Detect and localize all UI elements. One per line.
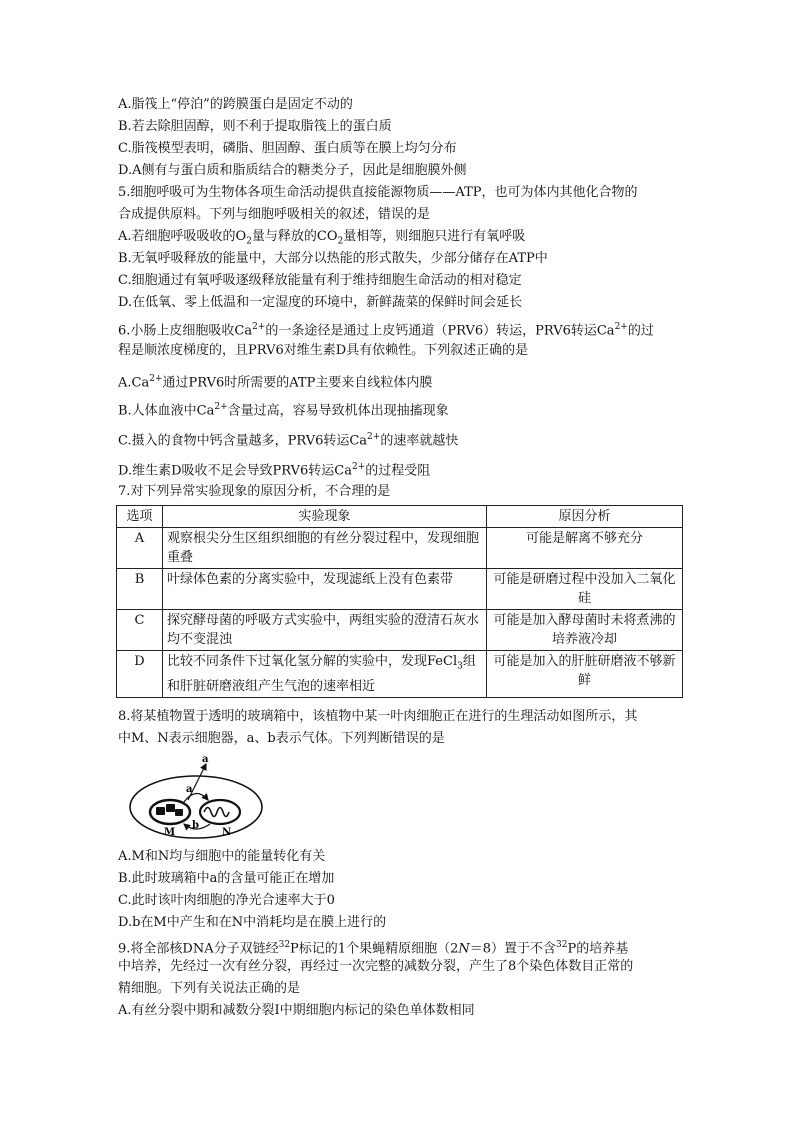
q5-option-a: A.若细胞呼吸吸收的$O_2$量与释放的$CO_2$量相等，则细胞只进行有氧呼吸 (118, 229, 526, 247)
q6-option-d: D.维生素D吸收不足会导致PRV6转运$Ca^{2+}$的过程受阻 (118, 462, 431, 479)
cell-organelle-diagram (126, 752, 266, 842)
q5-option-b: B.无氧呼吸释放的能量中，大部分以热能的形式散失，少部分储存在ATP中 (118, 251, 548, 266)
q5-option-c: C.细胞通过有氧呼吸逐级释放能量有利于维持细胞生命活动的相对稳定 (118, 273, 522, 288)
q6-stem-line2: 程是顺浓度梯度的，且PRV6对维生素D具有依赖性。下列叙述正确的是 (118, 343, 529, 358)
q9-option-a: A.有丝分裂中期和减数分裂Ⅰ中期细胞内标记的染色单体数相同 (118, 1003, 475, 1018)
q6-option-c: C.摄入的食物中钙含量越多，PRV6转运$Ca^{2+}$的速率就越快 (118, 432, 459, 449)
row-option: D (117, 651, 163, 698)
label-b: b (192, 820, 199, 831)
q6-stem-line1: 6.小肠上皮细胞吸收$Ca^{2+}$的一条途径是通过上皮钙通道（PRV6）转运，PRV6转运$Ca^{2+}$的过 (118, 322, 654, 339)
header-option: 选项 (117, 506, 163, 528)
row-phenomenon: 探究酵母菌的呼吸方式实验中，两组实验的澄清石灰水均不变混浊 (163, 610, 487, 651)
table-row (117, 569, 683, 610)
table-row (117, 610, 683, 651)
q9-stem-line3: 精细胞。下列有关说法正确的是 (118, 981, 301, 996)
row-analysis: 可能是加入酵母菌时未将煮沸的培养液冷却 (487, 610, 683, 651)
label-m: M (164, 827, 176, 838)
q9-stem-line2: 中培养，先经过一次有丝分裂，再经过一次完整的减数分裂，产生了8个染色体数目正常的 (118, 959, 634, 974)
q9-stem-line1: 9.将全部核DNA分子双链经$^{32}$P标记的1个果蝇精原细胞（2N＝8）置于不含$^{32}$P的培养基 (118, 940, 629, 957)
row-option: B (117, 569, 163, 610)
experiment-table (116, 505, 683, 698)
row-analysis: 可能是解离不够充分 (487, 528, 683, 569)
q5-option-d: D.在低氧、零上低温和一定湿度的环境中，新鲜蔬菜的保鲜时间会延长 (118, 295, 523, 310)
row-analysis: 可能是加入的肝脏研磨液不够新鲜 (487, 651, 683, 698)
q8-stem-line2: 中M、N表示细胞器，a、b表示气体。下列判断错误的是 (118, 731, 445, 746)
table-row (117, 651, 683, 698)
row-phenomenon: 观察根尖分生区组织细胞的有丝分裂过程中，发现细胞重叠 (163, 528, 487, 569)
q8-option-a: A.M和N均与细胞中的能量转化有关 (118, 849, 326, 864)
table-header-row (117, 506, 683, 528)
q4-option-b: B.若去除胆固醇，则不利于提取脂筏上的蛋白质 (118, 119, 392, 134)
q7-stem: 7.对下列异常实验现象的原因分析，不合理的是 (118, 484, 391, 499)
q4-option-d: D.A侧有与蛋白质和脂质结合的糖类分子，因此是细胞膜外侧 (118, 163, 467, 178)
row-analysis: 可能是研磨过程中没加入二氧化硅 (487, 569, 683, 610)
label-n: N (222, 827, 232, 838)
q8-option-d: D.b在M中产生和在N中消耗均是在膜上进行的 (118, 915, 387, 930)
q8-option-b: B.此时玻璃箱中a的含量可能正在增加 (118, 871, 335, 886)
row-option: C (117, 610, 163, 651)
row-option: A (117, 528, 163, 569)
q4-option-c: C.脂筏模型表明，磷脂、胆固醇、蛋白质等在膜上均匀分布 (118, 141, 457, 156)
header-phenomenon: 实验现象 (163, 506, 487, 528)
q4-option-a: A.脂筏上“停泊”的跨膜蛋白是固定不动的 (118, 97, 353, 112)
header-analysis: 原因分析 (487, 506, 683, 528)
q6-option-a: $A.Ca^{2+}$通过PRV6时所需要的ATP主要来自线粒体内膜 (118, 374, 433, 391)
q6-option-b: B.人体血液中$Ca^{2+}$含量过高，容易导致机体出现抽搐现象 (118, 402, 449, 419)
q5-stem-line1: 5.细胞呼吸可为生物体各项生命活动提供直接能源物质——ATP，也可为体内其他化合物的 (118, 185, 638, 200)
label-a-top: a (202, 754, 209, 765)
mitochondrion-n (200, 800, 240, 824)
label-a-mid: a (186, 784, 193, 795)
table-row (117, 528, 683, 569)
row-phenomenon: 叶绿体色素的分离实验中，发现滤纸上没有色素带 (163, 569, 487, 610)
q8-option-c: C.此时该叶肉细胞的净光合速率大于0 (118, 893, 335, 908)
q5-stem-line2: 合成提供原料。下列与细胞呼吸相关的叙述，错误的是 (118, 207, 431, 222)
q8-stem-line1: 8.将某植物置于透明的玻璃箱中，该植物中某一叶肉细胞正在进行的生理活动如图所示，其 (118, 709, 638, 724)
row-phenomenon: 比较不同条件下过氧化氢分解的实验中，发现FeCl$_3$组和肝脏研磨液组产生气泡的速率相近 (163, 651, 487, 698)
